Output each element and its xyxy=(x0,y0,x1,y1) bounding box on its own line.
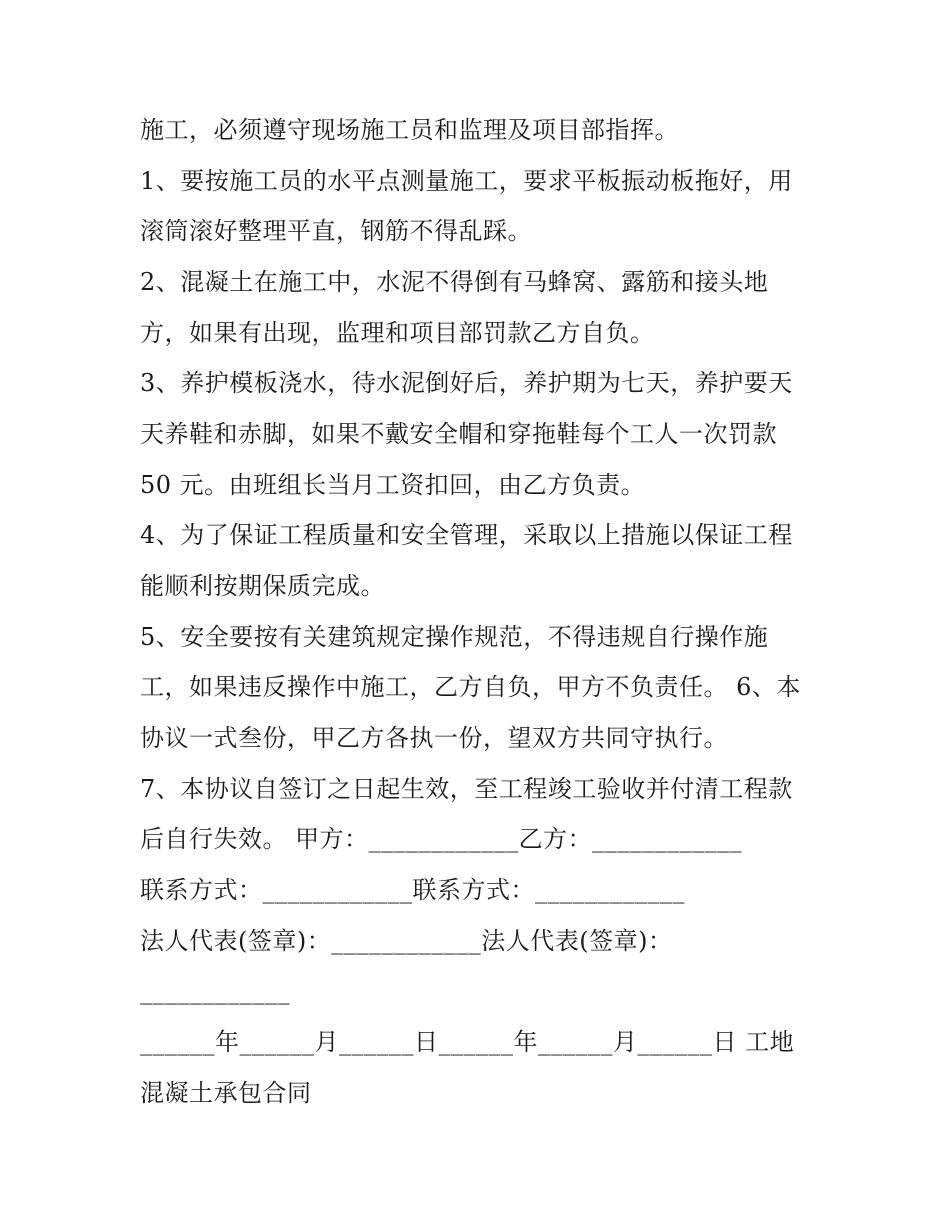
contact-line: 联系方式：____________联系方式：____________ xyxy=(140,876,685,904)
clause-2-line-1: 2、混凝土在施工中，水泥不得倒有马蜂窝、露筋和接头地 xyxy=(140,268,769,296)
clause-3-line-2: 天养鞋和赤脚，如果不戴安全帽和穿拖鞋每个工人一次罚款 xyxy=(140,420,777,448)
clause-3-line-1: 3、养护模板浇水，待水泥倒好后，养护期为七天，养护要天 xyxy=(140,369,793,397)
date-line: ______年______月______日______年______月______日 工地 xyxy=(140,1028,795,1056)
clause-7-line-1: 7、本协议自签订之日起生效，至工程竣工验收并付清工程款 xyxy=(140,775,793,803)
clause-1-line-1: 1、要按施工员的水平点测量施工，要求平板振动板拖好，用 xyxy=(140,167,793,195)
clause-3-line-3: 50 元。由班组长当月工资扣回，由乙方负责。 xyxy=(140,471,646,499)
clause-4-line-1: 4、为了保证工程质量和安全管理，采取以上措施以保证工程 xyxy=(140,521,793,549)
clause-7-line-2: 后自行失效。 甲方：____________乙方：____________ xyxy=(140,825,743,853)
legal-rep-blank-line: ____________ xyxy=(140,977,290,1005)
text-line-1: 施工，必须遵守现场施工员和监理及项目部指挥。 xyxy=(140,116,679,144)
clause-1-line-2: 滚筒滚好整理平直，钢筋不得乱踩。 xyxy=(140,217,532,245)
clause-6-line-1: 协议一式叁份，甲乙方各执一份，望双方共同守执行。 xyxy=(140,724,728,752)
legal-rep-line: 法人代表(签章)：____________法人代表(签章)： xyxy=(140,927,673,955)
clause-5-line-1: 5、安全要按有关建筑规定操作规范，不得违规自行操作施 xyxy=(140,623,769,651)
contract-title-line: 混凝土承包合同 xyxy=(140,1079,312,1107)
clause-5-line-2: 工，如果违反操作中施工，乙方自负，甲方不负责任。 6、本 xyxy=(140,673,801,701)
clause-2-line-2: 方，如果有出现，监理和项目部罚款乙方自负。 xyxy=(140,319,655,347)
clause-4-line-2: 能顺利按期保质完成。 xyxy=(140,572,385,600)
